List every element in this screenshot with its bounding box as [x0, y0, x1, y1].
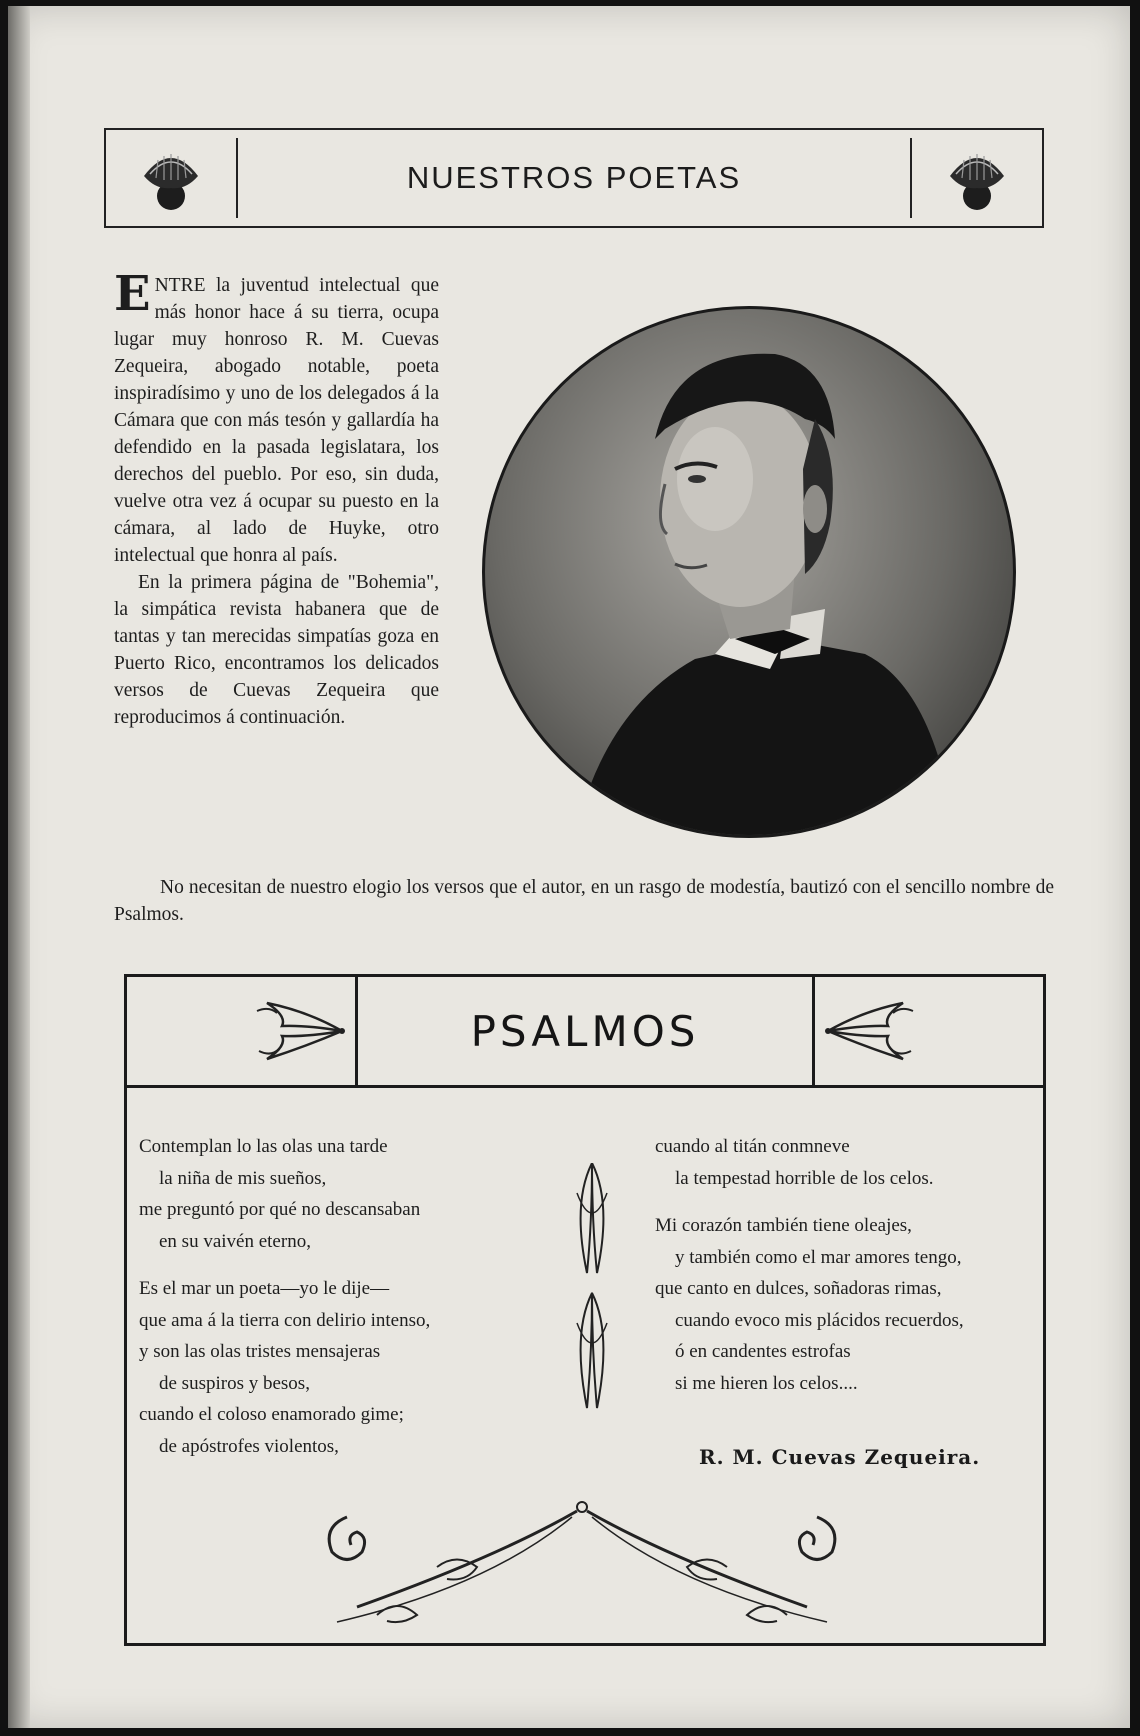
poem-line: si me hieren los celos.... — [675, 1372, 858, 1394]
leaf-ornament-icon — [823, 991, 923, 1071]
poem-line: Mi corazón también tiene oleajes, — [655, 1215, 912, 1236]
poem-line: que ama á la tierra con delirio intenso, — [139, 1309, 431, 1331]
section-title: NUESTROS POETAS — [406, 160, 742, 195]
intro-article — [114, 266, 439, 731]
stanza-gap — [655, 1194, 964, 1210]
leaf-ornament-icon — [247, 991, 347, 1071]
poem-line: la tempestad horrible de los celos. — [675, 1167, 934, 1189]
center-ornament-icon — [567, 1163, 617, 1413]
closing-paragraph: No necesitan de nuestro elogio los versos que el autor, en un rasgo de modestía, bautizó con el sencillo nombre de Psalmos. — [114, 877, 1054, 925]
intro-paragraph — [114, 266, 439, 569]
poem-line: cuando al titán conmneve — [655, 1136, 850, 1157]
poem-line: Es el mar un poeta—yo le dije— — [139, 1278, 390, 1299]
intro-paragraph-text: NTRE la juventud intelectual que más honor hace á su tierra, ocupa lugar muy honroso R. M. Cuevas Zequeira, abogado notable, poeta inspiradísimo y uno de los delegados á la Cámara que con más tesón y gallardía ha defendido en la pasada legislatara, los derechos del pueblo. Por eso, sin duda, vuelve otra vez á ocupar su puesto en la cámara, al lado de Huyke, otro intelectual que honra al país. — [114, 275, 439, 566]
portrait-photo-icon — [482, 306, 1016, 838]
flower-ornament-icon — [942, 146, 1012, 214]
poem-line: me preguntó por qué no descansaban — [139, 1199, 421, 1220]
poem-line: de suspiros y besos, — [159, 1372, 310, 1394]
flower-ornament-icon — [136, 146, 206, 214]
poem-line: y son las olas tristes mensajeras — [139, 1341, 381, 1362]
poem-line: y también como el mar amores tengo, — [675, 1246, 962, 1268]
author-signature: R. M. Cuevas Zequeira. — [699, 1445, 981, 1469]
poem-line: Contemplan lo las olas una tarde — [139, 1136, 388, 1157]
drop-cap: E — [114, 266, 151, 322]
poem-right-column — [655, 1131, 964, 1399]
stanza-gap — [139, 1257, 430, 1273]
poem-line: la niña de mis sueños, — [159, 1167, 327, 1189]
section-header — [104, 128, 1044, 228]
poem-line: ó en candentes estrofas — [675, 1341, 851, 1362]
poem-title-bar — [127, 977, 1043, 1088]
book-spine — [8, 6, 30, 1728]
magazine-page — [8, 6, 1130, 1728]
scroll-ornament-icon — [317, 1497, 847, 1637]
header-divider-right — [910, 138, 912, 218]
poem-line: de apóstrofes violentos, — [159, 1435, 339, 1457]
poem-left-column — [139, 1131, 430, 1462]
poem-line: que canto en dulces, soñadoras rimas, — [655, 1278, 942, 1299]
poem-line: cuando el coloso enamorado gime; — [139, 1404, 404, 1425]
poem-line: cuando evoco mis plácidos recuerdos, — [675, 1309, 964, 1331]
intro-paragraph: En la primera página de "Bohemia", la simpática revista habanera que de tantas y tan merecidas simpatías goza en Puerto Rico, encontramos los delicados versos de Cuevas Zequeira que reproducimos á continuación. — [114, 572, 439, 728]
poem-line: en su vaivén eterno, — [159, 1230, 311, 1252]
title-divider-right — [812, 977, 815, 1085]
poem-title: PSALMOS — [470, 1006, 700, 1056]
poem-box — [124, 974, 1046, 1646]
title-divider-left — [355, 977, 358, 1085]
